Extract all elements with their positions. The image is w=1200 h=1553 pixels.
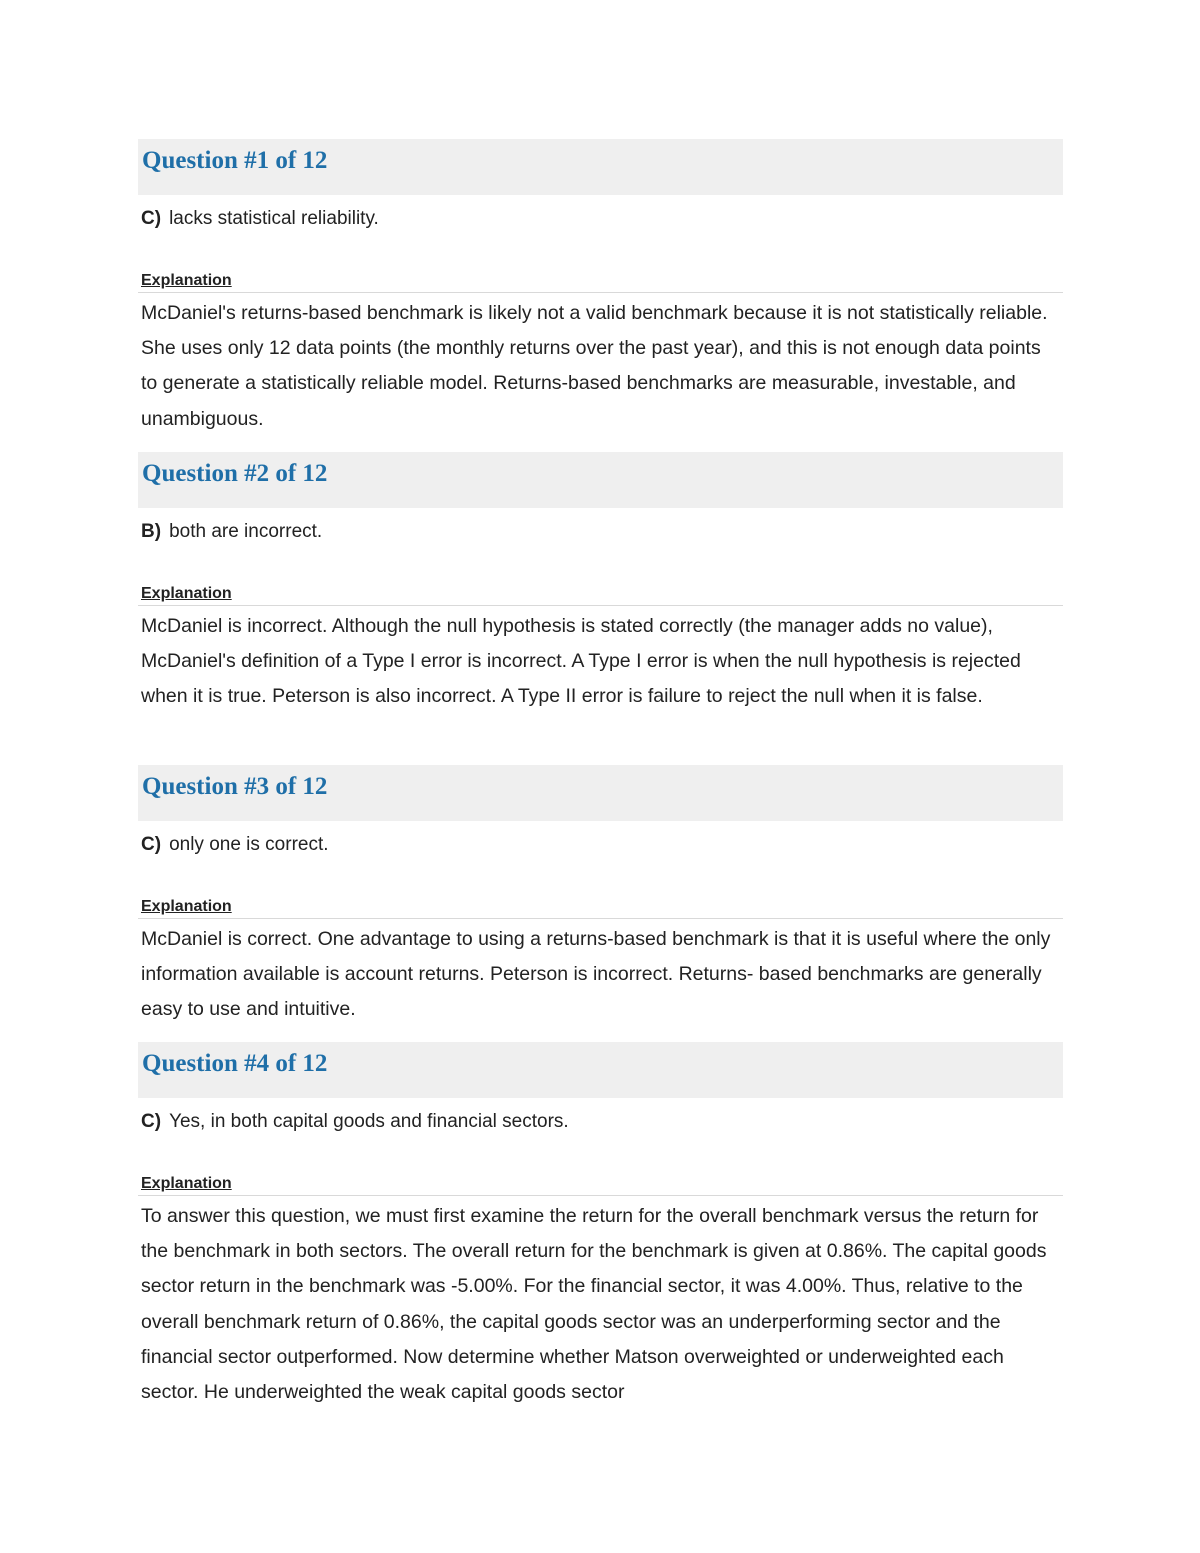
answer-text: lacks statistical reliability.	[169, 208, 379, 229]
question-title: Question #3 of 12	[142, 773, 328, 800]
answer-line	[138, 1110, 1063, 1134]
explanation-label: Explanation	[138, 271, 1063, 293]
explanation-label: Explanation	[138, 584, 1063, 606]
explanation-label: Explanation	[138, 897, 1063, 919]
question-header	[138, 452, 1063, 508]
answer-letter: C)	[141, 1111, 162, 1132]
answer-text: only one is correct.	[169, 834, 329, 855]
question-block	[138, 139, 1063, 452]
explanation-text: McDaniel's returns-based benchmark is likely not a valid benchmark because it is not statistically reliable. She uses only 12 data points (the monthly returns over the past year), and this is not enough data points to generate a statistically reliable model. Returns-based benchmarks are measurable, investable, and unambiguous.	[141, 302, 1048, 430]
document-page	[138, 139, 1063, 1410]
question-block	[138, 1042, 1063, 1410]
answer-line	[138, 207, 1063, 231]
question-block	[138, 452, 1063, 765]
explanation-text: McDaniel is incorrect. Although the null hypothesis is stated correctly (the manager adds no value), McDaniel's definition of a Type I error is incorrect. A Type I error is when the null hypothesis is rejected when it is true. Peterson is also incorrect. A Type II error is failure to reject the null when it is false.	[141, 615, 1021, 708]
answer-text: both are incorrect.	[169, 521, 323, 542]
question-title: Question #2 of 12	[142, 460, 328, 487]
answer-text: Yes, in both capital goods and financial sectors.	[169, 1111, 569, 1132]
question-header	[138, 1042, 1063, 1098]
explanation-label: Explanation	[138, 1174, 1063, 1196]
question-header	[138, 139, 1063, 195]
question-header	[138, 765, 1063, 821]
answer-line	[138, 520, 1063, 544]
question-title: Question #1 of 12	[142, 147, 328, 174]
question-title: Question #4 of 12	[142, 1050, 328, 1077]
explanation-text: McDaniel is correct. One advantage to using a returns-based benchmark is that it is useful where the only information available is account returns. Peterson is incorrect. Returns- based benchmarks are generally easy to use and intuitive.	[141, 928, 1051, 1021]
answer-line	[138, 833, 1063, 857]
answer-letter: C)	[141, 208, 162, 229]
answer-letter: B)	[141, 521, 162, 542]
explanation-text: To answer this question, we must first examine the return for the overall benchmark versus the return for the benchmark in both sectors. The overall return for the benchmark is given at 0.86%. The capital goods sector return in the benchmark was -5.00%. For the financial sector, it was 4.00%. Thus, relative to the overall benchmark return of 0.86%, the capital goods sector was an underperforming sector and the financial sector outperformed. Now determine whether Matson overweighted or underweighted each sector. He underweighted the weak capital goods sector	[141, 1205, 1047, 1404]
question-block	[138, 765, 1063, 1042]
answer-letter: C)	[141, 834, 162, 855]
